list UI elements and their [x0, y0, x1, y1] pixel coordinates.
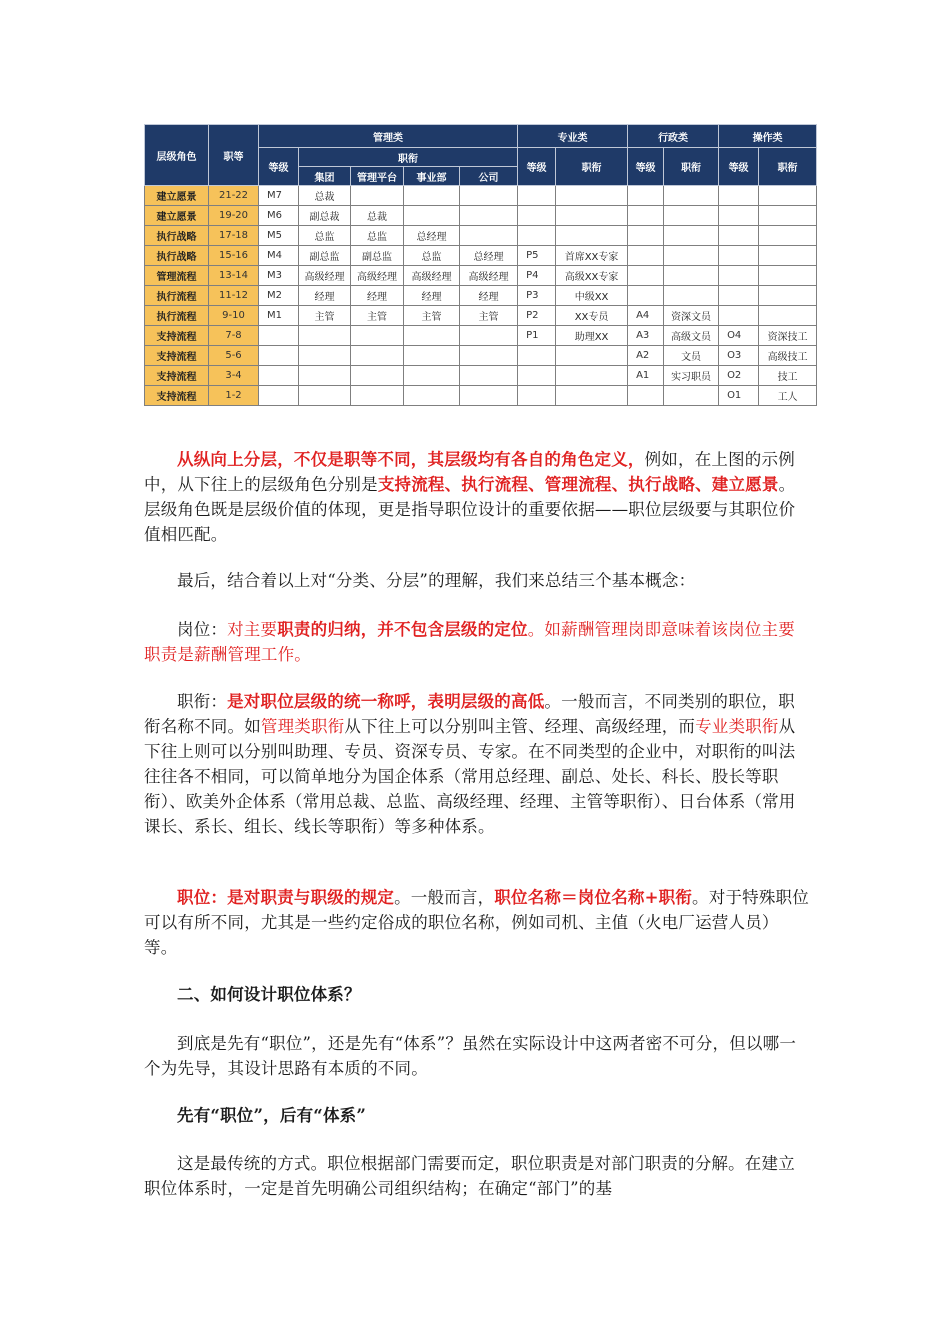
cell-prof-level: P5 [518, 246, 556, 266]
cell-title-platform: 总监 [351, 226, 404, 246]
text-emphasis: 管理类职衔 [260, 717, 345, 736]
table-row [145, 206, 817, 226]
cell-admin-level: A2 [628, 346, 664, 366]
cell-prof-title: 高级XX专家 [556, 266, 628, 286]
cell-title-division [404, 326, 460, 346]
header-ops-title: 职衔 [759, 148, 817, 186]
header-admin: 行政类 [628, 125, 719, 148]
header-sub-division: 事业部 [404, 167, 460, 186]
cell-title-division: 总监 [404, 246, 460, 266]
text-body: 例如，在上图的示例中，从下往上的层级角色分别是 [144, 450, 795, 494]
cell-mgmt-level [259, 386, 299, 406]
cell-ops-title [759, 306, 817, 326]
header-ops-level: 等级 [719, 148, 759, 186]
table-row [145, 386, 817, 406]
table-row [145, 306, 817, 326]
cell-title-platform: 高级经理 [351, 266, 404, 286]
cell-ops-title [759, 266, 817, 286]
cell-ops-level [719, 226, 759, 246]
header-mgmt: 管理类 [259, 125, 518, 148]
cell-row-grade: 7-8 [209, 326, 259, 346]
text-emphasis: 对主要 [227, 620, 278, 639]
cell-admin-title [664, 206, 719, 226]
table-row [145, 346, 817, 366]
cell-ops-level [719, 266, 759, 286]
term-label: 岗位： [177, 620, 228, 639]
cell-prof-level [518, 206, 556, 226]
table-row [145, 286, 817, 306]
cell-title-platform: 副总监 [351, 246, 404, 266]
table-row [145, 326, 817, 346]
heading-text: 二、如何设计职位体系？ [177, 985, 361, 1004]
cell-title-division [404, 386, 460, 406]
cell-admin-level: A1 [628, 366, 664, 386]
cell-title-company [460, 186, 518, 206]
cell-mgmt-level: M2 [259, 286, 299, 306]
cell-mgmt-level: M7 [259, 186, 299, 206]
header-prof: 专业类 [518, 125, 628, 148]
cell-ops-title [759, 226, 817, 246]
cell-title-company: 经理 [460, 286, 518, 306]
header-admin-title: 职衔 [664, 148, 719, 186]
cell-prof-title [556, 366, 628, 386]
cell-mgmt-level [259, 326, 299, 346]
cell-row-grade: 13-14 [209, 266, 259, 286]
cell-row-role: 执行流程 [145, 286, 209, 306]
cell-row-grade: 15-16 [209, 246, 259, 266]
cell-admin-title [664, 266, 719, 286]
cell-title-company [460, 226, 518, 246]
cell-title-division: 主管 [404, 306, 460, 326]
cell-ops-level [719, 286, 759, 306]
table-row [145, 266, 817, 286]
cell-prof-level [518, 186, 556, 206]
header-mgmt-level: 等级 [259, 148, 299, 186]
header-sub-company: 公司 [460, 167, 518, 186]
cell-ops-title [759, 246, 817, 266]
text-body: 从下往上则可以分别叫助理、专员、资深专员、专家。在不同类型的企业中，对职衔的叫法往往各不相同，可以简单地分为国企体系（常用总经理、副总、处长、科长、股长等职衔）、欧美外企体系（常用总裁、总监、高级经理、经理、主管等职衔）、日台体系（常用课长、系长、组长、线长等职衔）等多种体系。 [144, 717, 796, 836]
header-sub-platform: 管理平台 [351, 167, 404, 186]
cell-mgmt-level: M3 [259, 266, 299, 286]
cell-admin-level [628, 266, 664, 286]
cell-ops-title: 技工 [759, 366, 817, 386]
cell-prof-title [556, 206, 628, 226]
cell-row-role: 执行战略 [145, 226, 209, 246]
cell-admin-title: 资深文员 [664, 306, 719, 326]
cell-prof-level: P1 [518, 326, 556, 346]
header-grade: 职等 [209, 125, 259, 186]
cell-row-role: 执行流程 [145, 306, 209, 326]
cell-ops-title: 资深技工 [759, 326, 817, 346]
text-body: 。层级角色既是层级价值的体现，更是指导职位设计的重要依据——职位层级要与其职位价值相匹配。 [144, 475, 796, 544]
cell-row-role: 建立愿景 [145, 206, 209, 226]
cell-title-platform [351, 186, 404, 206]
cell-title-division: 经理 [404, 286, 460, 306]
cell-title-division [404, 366, 460, 386]
cell-admin-title [664, 186, 719, 206]
term-label: 职衔： [177, 692, 228, 711]
cell-title-platform [351, 366, 404, 386]
cell-admin-level: A4 [628, 306, 664, 326]
text-emphasis: 从纵向上分层，不仅是职等不同，其层级均有各自的角色定义， [177, 450, 645, 469]
cell-title-company [460, 346, 518, 366]
cell-admin-level [628, 186, 664, 206]
header-sub-group: 集团 [299, 167, 351, 186]
cell-admin-title [664, 386, 719, 406]
heading-text: 先有“职位”，后有“体系” [177, 1106, 367, 1125]
cell-admin-level: A3 [628, 326, 664, 346]
cell-admin-level [628, 386, 664, 406]
cell-title-company: 主管 [460, 306, 518, 326]
cell-prof-title [556, 346, 628, 366]
cell-title-group [299, 326, 351, 346]
cell-admin-title [664, 246, 719, 266]
cell-title-group [299, 386, 351, 406]
cell-mgmt-level: M5 [259, 226, 299, 246]
cell-title-group: 副总监 [299, 246, 351, 266]
cell-admin-level [628, 206, 664, 226]
cell-title-group [299, 366, 351, 386]
cell-row-grade: 3-4 [209, 366, 259, 386]
cell-title-platform: 总裁 [351, 206, 404, 226]
cell-title-platform: 经理 [351, 286, 404, 306]
cell-mgmt-level [259, 346, 299, 366]
cell-title-group: 总裁 [299, 186, 351, 206]
table-row [145, 246, 817, 266]
cell-title-division [404, 186, 460, 206]
cell-ops-title [759, 186, 817, 206]
cell-prof-level [518, 386, 556, 406]
cell-ops-title [759, 286, 817, 306]
header-prof-level: 等级 [518, 148, 556, 186]
cell-title-group: 高级经理 [299, 266, 351, 286]
cell-title-platform [351, 346, 404, 366]
cell-ops-level: O3 [719, 346, 759, 366]
subsection-heading [144, 1103, 810, 1128]
paragraph-position-definition [144, 885, 810, 960]
cell-prof-title: 首席XX专家 [556, 246, 628, 266]
cell-row-role: 支持流程 [145, 346, 209, 366]
text-body: 到底是先有“职位”，还是先有“体系”？虽然在实际设计中这两者密不可分，但以哪一个为先导，其设计思路有本质的不同。 [144, 1034, 797, 1078]
cell-ops-level [719, 246, 759, 266]
cell-title-platform [351, 386, 404, 406]
cell-admin-title: 高级文员 [664, 326, 719, 346]
cell-mgmt-level: M1 [259, 306, 299, 326]
cell-prof-title [556, 386, 628, 406]
cell-row-grade: 5-6 [209, 346, 259, 366]
cell-ops-level [719, 206, 759, 226]
cell-row-role: 执行战略 [145, 246, 209, 266]
cell-mgmt-level: M6 [259, 206, 299, 226]
text-body: 这是最传统的方式。职位根据部门需要而定，职位职责是对部门职责的分解。在建立职位体系时，一定是首先明确公司组织结构；在确定“部门”的基 [144, 1154, 795, 1198]
cell-ops-level [719, 306, 759, 326]
cell-admin-title [664, 286, 719, 306]
paragraph-layering [144, 447, 810, 547]
cell-title-company [460, 326, 518, 346]
text-body: 从下往上可以分别叫主管、经理、高级经理，而 [344, 717, 696, 736]
text-emphasis: 的归纳，并不包含层级的定位 [310, 620, 528, 639]
cell-prof-level: P4 [518, 266, 556, 286]
table-row [145, 366, 817, 386]
cell-ops-level [719, 186, 759, 206]
cell-title-group: 经理 [299, 286, 351, 306]
cell-title-group: 主管 [299, 306, 351, 326]
cell-row-grade: 17-18 [209, 226, 259, 246]
cell-prof-level: P2 [518, 306, 556, 326]
cell-title-company [460, 206, 518, 226]
text-body: 最后，结合着以上对“分类、分层”的理解，我们来总结三个基本概念： [177, 571, 696, 590]
paragraph-summary-intro [144, 568, 810, 593]
paragraph-position-or-system [144, 1031, 810, 1081]
text-body: 。一般而言， [394, 888, 495, 907]
cell-title-group: 总监 [299, 226, 351, 246]
cell-title-company: 高级经理 [460, 266, 518, 286]
cell-ops-title: 高级技工 [759, 346, 817, 366]
text-emphasis: 职责 [277, 620, 311, 639]
text-body: 。一般而言，不同类别的职位，职衔名称不同。如 [144, 692, 795, 736]
cell-title-platform [351, 326, 404, 346]
text-emphasis: 职位：是对职责与职级的规定 [177, 888, 395, 907]
cell-title-group [299, 346, 351, 366]
paragraph-post-definition [144, 617, 810, 667]
cell-row-grade: 9-10 [209, 306, 259, 326]
cell-prof-level [518, 346, 556, 366]
cell-row-grade: 21-22 [209, 186, 259, 206]
cell-ops-level: O2 [719, 366, 759, 386]
header-prof-title: 职衔 [556, 148, 628, 186]
cell-row-role: 建立愿景 [145, 186, 209, 206]
cell-row-grade: 19-20 [209, 206, 259, 226]
cell-row-role: 管理流程 [145, 266, 209, 286]
cell-prof-title: XX专员 [556, 306, 628, 326]
cell-admin-level [628, 286, 664, 306]
header-ops: 操作类 [719, 125, 817, 148]
cell-title-company: 总经理 [460, 246, 518, 266]
cell-title-division [404, 346, 460, 366]
table-row [145, 186, 817, 206]
cell-mgmt-level: M4 [259, 246, 299, 266]
cell-title-company [460, 386, 518, 406]
cell-ops-title [759, 206, 817, 226]
cell-admin-title: 实习职员 [664, 366, 719, 386]
cell-title-division: 总经理 [404, 226, 460, 246]
text-emphasis: 专业类职衔 [695, 717, 779, 736]
cell-title-platform: 主管 [351, 306, 404, 326]
cell-row-role: 支持流程 [145, 366, 209, 386]
text-emphasis: 是对职位层级的统一称呼，表明层级的高低 [227, 692, 545, 711]
cell-row-grade: 11-12 [209, 286, 259, 306]
cell-admin-title: 文员 [664, 346, 719, 366]
paragraph-traditional-approach [144, 1151, 810, 1201]
cell-ops-title: 工人 [759, 386, 817, 406]
cell-title-division [404, 206, 460, 226]
cell-prof-level [518, 226, 556, 246]
cell-title-group: 副总裁 [299, 206, 351, 226]
job-level-table [144, 124, 817, 406]
cell-admin-level [628, 246, 664, 266]
text-emphasis: 支持流程、执行流程、管理流程、执行战略、建立愿景 [377, 475, 779, 494]
section-heading [144, 982, 810, 1007]
cell-title-division: 高级经理 [404, 266, 460, 286]
cell-row-grade: 1-2 [209, 386, 259, 406]
cell-prof-level: P3 [518, 286, 556, 306]
cell-ops-level: O1 [719, 386, 759, 406]
cell-row-role: 支持流程 [145, 386, 209, 406]
cell-row-role: 支持流程 [145, 326, 209, 346]
cell-admin-title [664, 226, 719, 246]
cell-admin-level [628, 226, 664, 246]
header-mgmt-title: 职衔 [299, 148, 518, 167]
text-emphasis: 。如薪酬管理岗即意味着该岗位主要职责是薪酬管理工作。 [144, 620, 795, 664]
header-role: 层级角色 [145, 125, 209, 186]
cell-mgmt-level [259, 366, 299, 386]
cell-prof-title [556, 186, 628, 206]
text-body: 。对于特殊职位可以有所不同，尤其是一些约定俗成的职位名称，例如司机、主值（火电厂运营人员）等。 [144, 888, 809, 957]
text-emphasis: 职位名称＝岗位名称+职衔 [494, 888, 693, 907]
paragraph-title-definition [144, 689, 810, 839]
cell-title-company [460, 366, 518, 386]
header-admin-level: 等级 [628, 148, 664, 186]
cell-ops-level: O4 [719, 326, 759, 346]
table-row [145, 226, 817, 246]
cell-prof-level [518, 366, 556, 386]
cell-prof-title [556, 226, 628, 246]
cell-prof-title: 助理XX [556, 326, 628, 346]
cell-prof-title: 中级XX [556, 286, 628, 306]
